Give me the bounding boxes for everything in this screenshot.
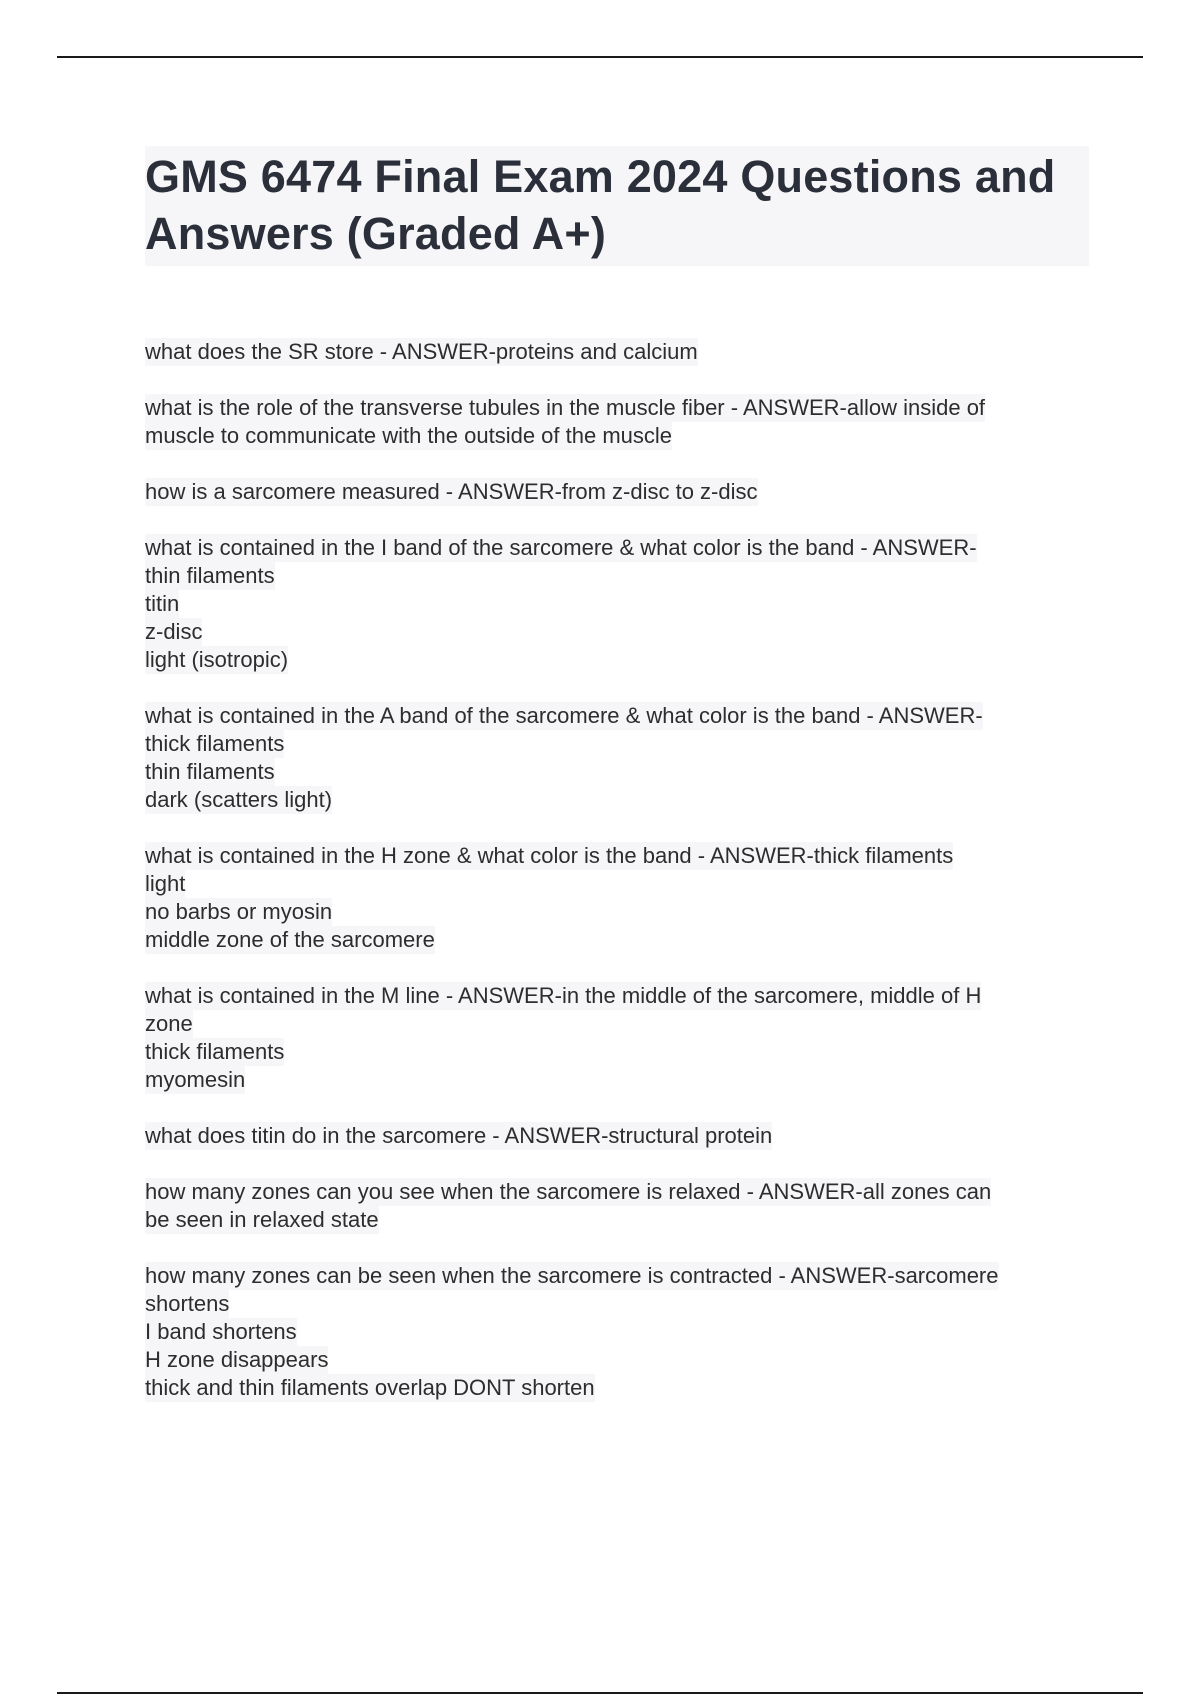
qa-question-line: what does the SR store - ANSWER-proteins and calcium [145,339,698,364]
qa-item [145,702,1095,814]
qa-item [145,478,1095,506]
qa-answer-line: shortens [145,1291,230,1316]
qa-answer-line: light [145,871,186,896]
qa-item [145,1178,1095,1234]
qa-question-line: what is contained in the A band of the sarcomere & what color is the band - ANSWER- [145,703,983,728]
qa-answer-line: no barbs or myosin [145,899,333,924]
qa-answer-line: I band shortens [145,1319,297,1344]
qa-answer-line: light (isotropic) [145,647,289,672]
qa-answer-line: muscle to communicate with the outside of the muscle [145,423,673,448]
qa-list [145,338,1095,1430]
qa-answer-line: thick filaments [145,731,285,756]
qa-item [145,534,1095,674]
qa-item [145,1262,1095,1402]
qa-answer-line: thick and thin filaments overlap DONT shorten [145,1375,595,1400]
top-divider [57,56,1143,58]
qa-item [145,338,1095,366]
qa-question-line: what is contained in the I band of the sarcomere & what color is the band - ANSWER- [145,535,977,560]
qa-item [145,1122,1095,1150]
qa-answer-line: middle zone of the sarcomere [145,927,435,952]
qa-item [145,982,1095,1094]
qa-answer-line: thin filaments [145,759,275,784]
qa-answer-line: zone [145,1011,193,1036]
qa-question-line: how many zones can be seen when the sarcomere is contracted - ANSWER-sarcomere [145,1263,999,1288]
qa-answer-line: H zone disappears [145,1347,329,1372]
title-block [145,146,1089,266]
qa-question-line: how many zones can you see when the sarcomere is relaxed - ANSWER-all zones can [145,1179,992,1204]
qa-question-line: what is contained in the H zone & what color is the band - ANSWER-thick filaments [145,843,954,868]
qa-answer-line: thick filaments [145,1039,285,1064]
qa-question-line: what does titin do in the sarcomere - ANSWER-structural protein [145,1123,773,1148]
qa-answer-line: dark (scatters light) [145,787,333,812]
qa-answer-line: myomesin [145,1067,246,1092]
qa-question-line: what is contained in the M line - ANSWER-in the middle of the sarcomere, middle of H [145,983,982,1008]
qa-answer-line: z-disc [145,619,203,644]
qa-item [145,394,1095,450]
qa-answer-line: be seen in relaxed state [145,1207,379,1232]
bottom-divider [57,1692,1143,1694]
qa-question-line: what is the role of the transverse tubules in the muscle fiber - ANSWER-allow inside of [145,395,986,420]
qa-answer-line: thin filaments [145,563,275,588]
qa-item [145,842,1095,954]
qa-answer-line: titin [145,591,180,616]
page-title: GMS 6474 Final Exam 2024 Questions and Answers (Graded A+) [145,151,1056,259]
qa-question-line: how is a sarcomere measured - ANSWER-from z-disc to z-disc [145,479,758,504]
